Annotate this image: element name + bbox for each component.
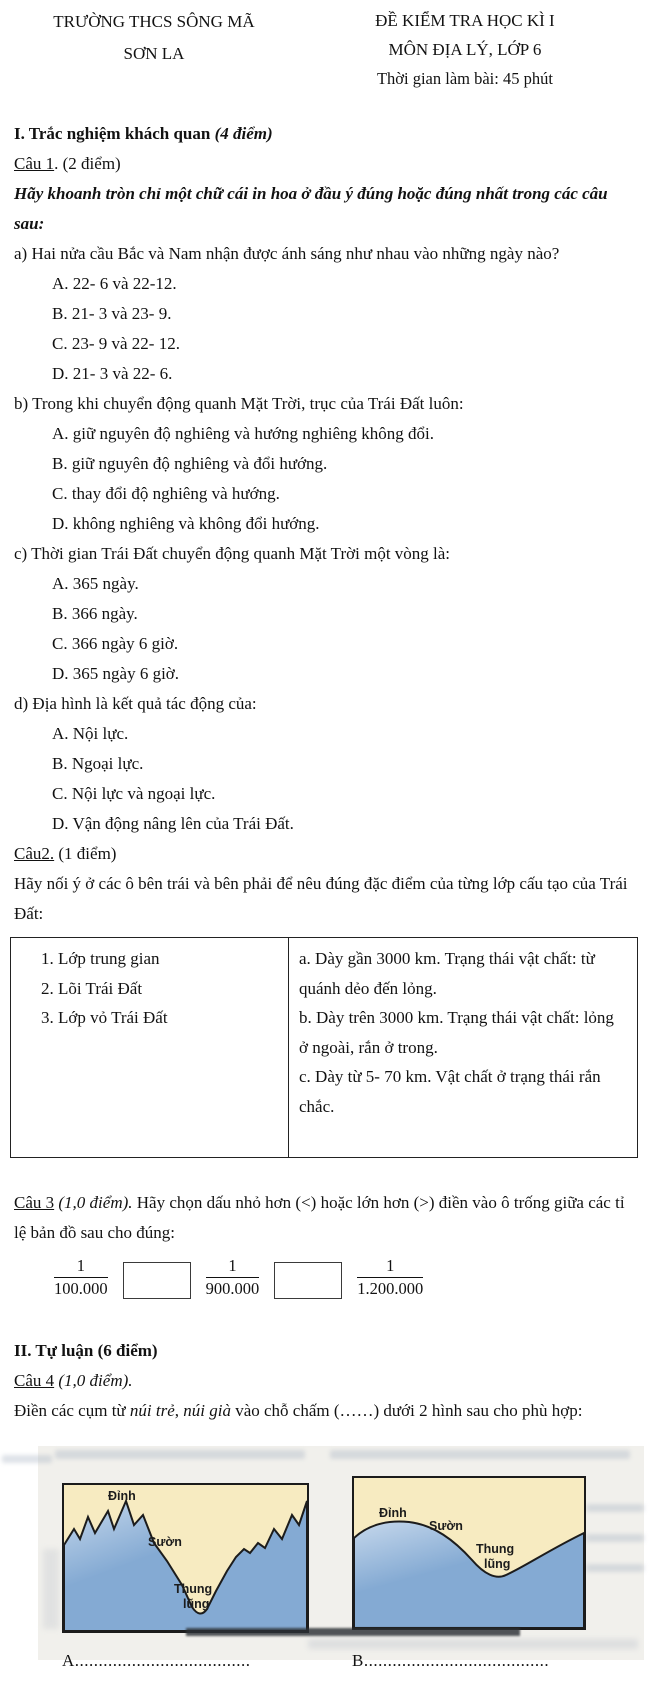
section2-title: II. Tự luận — [14, 1341, 94, 1360]
matching-left-cell — [11, 938, 289, 1158]
answer-option: C. 366 ngày 6 giờ. — [52, 634, 179, 653]
question-stem-b: b) Trong khi chuyển động quanh Mặt Trời, trục của Trái Đất luôn: — [14, 394, 464, 413]
scan-artifact — [186, 1628, 520, 1636]
table-row — [11, 938, 638, 1158]
scan-artifact — [43, 1549, 59, 1629]
valley-label-line1: Thung — [476, 1542, 515, 1556]
slope-label: Sườn — [148, 1535, 182, 1549]
scan-artifact — [586, 1564, 644, 1572]
valley-label-line2: lũng — [183, 1597, 210, 1611]
answer-option: B. Ngoại lực. — [52, 754, 144, 773]
school-block — [14, 6, 294, 93]
figures-section — [14, 1450, 636, 1682]
section2-heading — [14, 1336, 636, 1366]
list-item: 2. Lõi Trái Đất — [41, 978, 143, 998]
old-mountain-drawing — [354, 1478, 584, 1628]
peak-label: Đỉnh — [379, 1506, 407, 1520]
scan-artifact — [586, 1504, 644, 1512]
question-stem-d: d) Địa hình là kết quả tác động của: — [14, 694, 257, 713]
question-stem-a: a) Hai nửa cầu Bắc và Nam nhận được ánh sáng như nhau vào những ngày nào? — [14, 244, 560, 263]
cau4-text-prefix: Điền các cụm từ — [14, 1401, 130, 1420]
answer-option: A. giữ nguyên độ nghiêng và hướng nghiêng không đổi. — [52, 424, 435, 443]
answer-option: B. giữ nguyên độ nghiêng và đổi hướng. — [52, 454, 328, 473]
scan-artifact — [2, 1455, 52, 1463]
cau2-label: Câu2. — [14, 844, 55, 863]
document-header — [14, 0, 636, 93]
cau2-points: (1 điểm) — [54, 844, 117, 863]
scale-comparison-row — [54, 1254, 636, 1302]
cau1-heading — [14, 149, 636, 179]
answer-option: B. 366 ngày. — [52, 604, 138, 623]
answer-box — [123, 1262, 191, 1299]
section1-points: (4 điểm) — [214, 124, 273, 143]
matching-right-cell — [289, 938, 638, 1158]
exam-duration: Thời gian làm bài: 45 phút — [376, 69, 553, 88]
valley-label-line2: lũng — [484, 1557, 511, 1571]
fraction-denominator: 100.000 — [54, 1279, 108, 1298]
fraction-numerator: 1 — [206, 1256, 260, 1278]
exam-subject: MÔN ĐỊA LÝ, LỚP 6 — [388, 40, 542, 59]
cau2-instruction: Hãy nối ý ở các ô bên trái và bên phải để nêu đúng đặc điểm của từng lớp cấu tạo của Trái Đất: — [14, 874, 628, 923]
fraction-numerator: 1 — [357, 1256, 423, 1278]
scan-artifact — [55, 1450, 305, 1459]
fraction-denominator: 900.000 — [205, 1279, 260, 1298]
term-young-mountain: núi trẻ — [129, 1401, 175, 1420]
cau2-heading — [14, 839, 636, 869]
fraction-denominator: 1.200.000 — [357, 1279, 424, 1298]
cau4-points: (1,0 điểm). — [54, 1371, 133, 1390]
cau3-points: (1,0 điểm). — [54, 1193, 133, 1212]
answer-option: D. Vận động nâng lên của Trái Đất. — [52, 814, 294, 833]
term-separator: , — [174, 1401, 184, 1420]
term-old-mountain: núi già — [183, 1401, 231, 1420]
answer-option: D. 21- 3 và 22- 6. — [52, 364, 173, 383]
answer-line-b: B....................................... — [352, 1651, 550, 1670]
answer-option: D. không nghiêng và không đổi hướng. — [52, 514, 320, 533]
answer-box — [274, 1262, 342, 1299]
mountain-figure-a — [62, 1483, 309, 1633]
cau3-label: Câu 3 — [14, 1193, 55, 1212]
scan-artifact — [330, 1450, 630, 1459]
scan-artifact — [586, 1534, 644, 1542]
answer-option: C. Nội lực và ngoại lực. — [52, 784, 216, 803]
cau1-instruction: Hãy khoanh tròn chỉ một chữ cái in hoa ở đầu ý đúng hoặc đúng nhất trong các câu sau: — [14, 184, 608, 233]
cau4-label: Câu 4 — [14, 1371, 55, 1390]
slope-label: Sườn — [429, 1519, 463, 1533]
section1-heading — [14, 119, 636, 149]
answer-option: A. Nội lực. — [52, 724, 129, 743]
scale-fraction-3 — [357, 1256, 423, 1299]
question-stem-c: c) Thời gian Trái Đất chuyển động quanh Mặt Trời một vòng là: — [14, 544, 451, 563]
cau1-label: Câu 1 — [14, 154, 55, 173]
cau4-heading — [14, 1366, 636, 1396]
answer-option: A. 22- 6 và 22-12. — [52, 274, 177, 293]
cau3-text: Hãy chọn dấu nhỏ hơn (<) hoặc lớn hơn (>) điền vào ô trống giữa các tỉ lệ bản đồ sau cho đúng: — [14, 1193, 625, 1242]
cau1-points: . (2 điểm) — [54, 154, 121, 173]
answer-option: A. 365 ngày. — [52, 574, 139, 593]
exam-title-block — [294, 6, 636, 93]
cau3-heading — [14, 1188, 636, 1248]
list-item: 1. Lớp trung gian — [41, 949, 160, 968]
school-province: SƠN LA — [123, 44, 185, 63]
answer-option: B. 21- 3 và 23- 9. — [52, 304, 172, 323]
list-item: a. Dày gần 3000 km. Trạng thái vật chất: từ quánh dẻo đến lỏng. — [299, 949, 595, 998]
valley-label-line1: Thung — [174, 1582, 213, 1596]
fraction-numerator: 1 — [54, 1256, 108, 1278]
section2-points: (6 điểm) — [93, 1341, 158, 1360]
mountain-figure-b — [352, 1476, 586, 1630]
answer-line-a: A..................................... — [62, 1651, 251, 1670]
section1-title: I. Trắc nghiệm khách quan — [14, 124, 211, 143]
scale-fraction-2 — [206, 1256, 260, 1299]
cau4-instruction — [14, 1396, 636, 1426]
cau4-text-suffix: vào chỗ chấm (……) dưới 2 hình sau cho phù hợp: — [230, 1401, 583, 1420]
list-item: b. Dày trên 3000 km. Trạng thái vật chất: lỏng ở ngoài, rắn ở trong. — [299, 1008, 614, 1057]
matching-table — [10, 937, 638, 1158]
list-item: c. Dày từ 5- 70 km. Vật chất ở trạng thái rắn chắc. — [299, 1067, 601, 1116]
peak-label: Đỉnh — [108, 1489, 136, 1503]
answer-option: D. 365 ngày 6 giờ. — [52, 664, 180, 683]
answer-option: C. 23- 9 và 22- 12. — [52, 334, 180, 353]
scale-fraction-1 — [54, 1256, 108, 1299]
school-name: TRƯỜNG THCS SÔNG MÃ — [53, 12, 255, 31]
exam-title: ĐỀ KIỂM TRA HỌC KÌ I — [375, 11, 555, 30]
list-item: 3. Lớp vỏ Trái Đất — [41, 1008, 168, 1027]
answer-option: C. thay đổi độ nghiêng và hướng. — [52, 484, 280, 503]
